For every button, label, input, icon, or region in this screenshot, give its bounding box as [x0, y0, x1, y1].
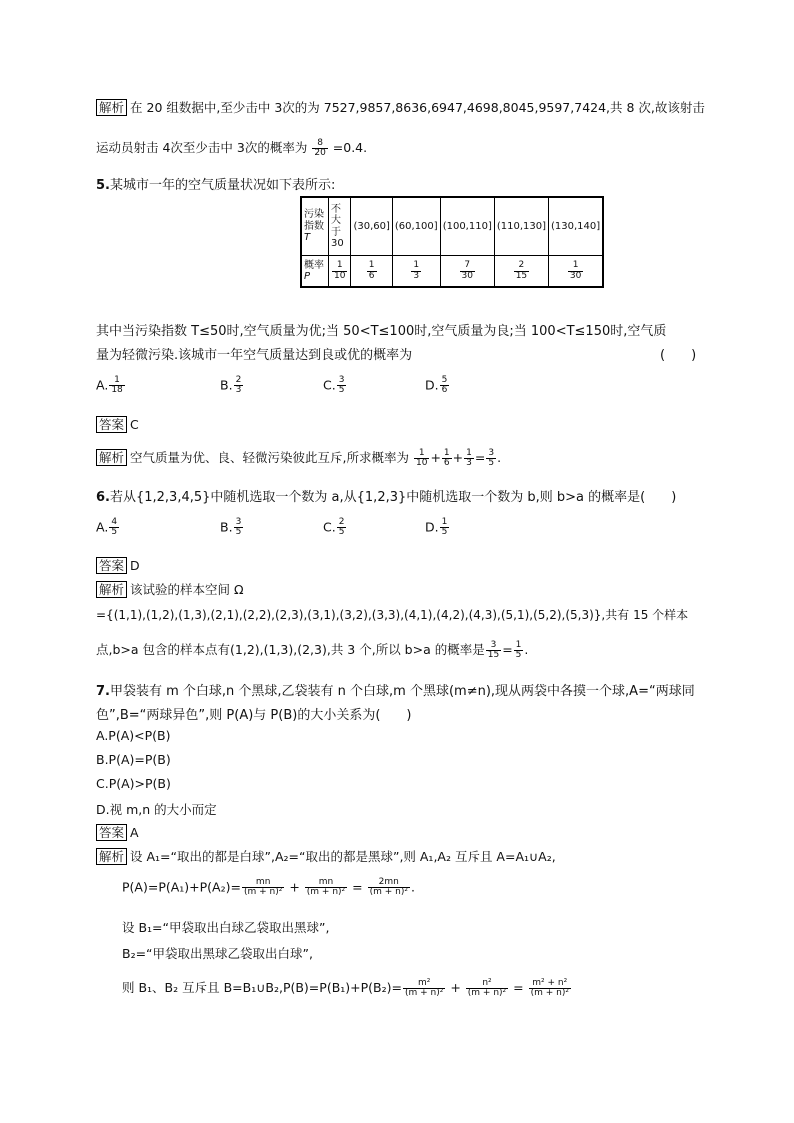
option-d: D. $\frac{1}{5}$ — [425, 517, 448, 538]
col-header: (110,130] — [494, 197, 548, 256]
question-5-stem — [96, 174, 335, 193]
option-d: D. $\frac{5}{6}$ — [425, 375, 448, 396]
answer-tag: 答案 — [96, 416, 127, 433]
analysis-line: 解析 空气质量为优、良、轻微污染彼此互斥,所求概率为 $\frac{1}{10}$ + $\frac{1}{6}$ + $\frac{1}{3}$ = $\frac{3}{5}$ . — [96, 448, 501, 468]
analysis-line — [96, 98, 705, 116]
question-text: 甲袋装有 m 个白球,n 个黑球,乙袋装有 n 个白球,m 个黑球(m≠n),现从两袋中各摸一个球,A=“两球同 — [109, 684, 695, 699]
analysis-text: 空气质量为优、良、轻微污染彼此互斥,所求概率为 — [130, 450, 409, 465]
analysis-line: ={(1,1),(1,2),(1,3),(2,1),(2,2),(2,3),(3,1),(3,2),(3,3),(4,1),(4,2),(4,3),(5,1),(5,2),(5,3)},共有 15 个样本 — [96, 608, 689, 622]
question-7-stem-line2: 色”,B=“两球异色”,则 P(A)与 P(B)的大小关系为( ) — [96, 708, 412, 723]
option-c: C.P(A)>P(B) — [96, 776, 171, 791]
analysis-tag: 解析 — [96, 581, 127, 598]
question-text: 某城市一年的空气质量状况如下表所示: — [109, 178, 336, 193]
prob-cell: $\frac{7}{30}$ — [440, 256, 494, 288]
prob-cell: $\frac{1}{3}$ — [392, 256, 440, 288]
analysis-tag: 解析 — [96, 449, 127, 466]
fraction: $\frac{8}{20}$ — [314, 137, 326, 158]
prob-cell: $\frac{1}{6}$ — [351, 256, 392, 288]
col-header: (30,60] — [351, 197, 392, 256]
col-header: (60,100] — [392, 197, 440, 256]
answer-line — [96, 415, 139, 433]
analysis-line: P(A)=P(A₁)+P(A₂)= $\frac{mn}{\text{(m + n)²}}$ + $\frac{mn}{\text{(m + n)²}}$ = $\frac{2mn}{\text{(m + n)²}}$ . — [122, 877, 415, 898]
air-quality-table — [300, 196, 604, 288]
prob-cell: $\frac{1}{30}$ — [549, 256, 604, 288]
question-number: 7. — [96, 684, 110, 699]
analysis-line — [96, 847, 556, 865]
prob-cell: $\frac{2}{15}$ — [494, 256, 548, 288]
question-number: 6. — [96, 490, 110, 505]
question-5-text-line2: 量为轻微污染.该城市一年空气质量达到良或优的概率为 — [96, 348, 413, 363]
analysis-tag: 解析 — [96, 99, 127, 116]
question-5-text-line1: 其中当污染指数 T≤50时,空气质量为优;当 50<T≤100时,空气质量为良;当 100<T≤150时,空气质 — [96, 324, 667, 339]
analysis-line — [96, 138, 367, 158]
analysis-text: 则 B₁、B₂ 互斥且 B=B₁∪B₂,P(B)=P(B₁)+P(B₂)= — [122, 980, 402, 995]
answer-tag: 答案 — [96, 824, 127, 841]
option-a: A. $\frac{4}{5}$ — [96, 517, 118, 538]
question-6-stem — [96, 486, 676, 505]
analysis-line — [96, 580, 244, 598]
answer-value: C — [130, 417, 139, 432]
analysis-text: 该试验的样本空间 Ω — [130, 582, 244, 597]
analysis-text: 点,b>a 包含的样本点有(1,2),(1,3),(2,3),共 3 个,所以 b>a 的概率是 — [96, 642, 485, 657]
question-number: 5. — [96, 178, 110, 193]
answer-value: A — [130, 825, 139, 840]
answer-line — [96, 556, 140, 574]
answer-paren: ( ) — [660, 348, 697, 363]
option-c: C. $\frac{3}{5}$ — [323, 375, 345, 396]
analysis-line: B₂=“甲袋取出黑球乙袋取出白球”, — [122, 946, 313, 961]
analysis-text: P(A)=P(A₁)+P(A₂)= — [122, 879, 241, 895]
analysis-text: 在 20 组数据中,至少击中 3次的为 7527,9857,8636,6947,4698,8045,9597,7424,共 8 次,故该射击 — [130, 100, 705, 115]
answer-line — [96, 823, 139, 841]
analysis-tag: 解析 — [96, 848, 127, 865]
option-a: A. $\frac{1}{18}$ — [96, 375, 123, 396]
option-a: A.P(A)<P(B) — [96, 728, 171, 743]
option-d: D.视 m,n 的大小而定 — [96, 802, 217, 817]
analysis-line: 设 B₁=“甲袋取出白球乙袋取出黑球”, — [122, 920, 330, 935]
analysis-line: 点,b>a 包含的样本点有(1,2),(1,3),(2,3),共 3 个,所以 b>a 的概率是 $\frac{3}{15}$ = $\frac{1}{5}$ . — [96, 639, 529, 660]
col-header: (100,110] — [440, 197, 494, 256]
row-header-prob: 概率 P — [301, 256, 329, 288]
analysis-text: 运动员射击 4次至少击中 3次的概率为 — [96, 140, 308, 155]
question-7-stem — [96, 680, 695, 699]
analysis-text: 设 A₁=“取出的都是白球”,A₂=“取出的都是黑球”,则 A₁,A₂ 互斥且 A=A₁∪A₂, — [130, 849, 556, 864]
row-header-index: 污染指数 T — [301, 197, 329, 256]
option-b: B. $\frac{3}{5}$ — [220, 517, 242, 538]
col-header: (130,140] — [549, 197, 604, 256]
answer-value: D — [130, 558, 140, 573]
analysis-line: 则 B₁、B₂ 互斥且 B=B₁∪B₂,P(B)=P(B₁)+P(B₂)= $\frac{\text{m²}}{\text{(m + n)²}}$ + $\frac{\text{n²}}{\text{(m + n)²}}$ = $\frac{\text{m² + n²}}{\text{(m + n)²}}$ — [122, 977, 569, 998]
analysis-text: =0.4. — [332, 140, 368, 155]
question-text: 若从{1,2,3,4,5}中随机选取一个数为 a,从{1,2,3}中随机选取一个数为 b,则 b>a 的概率是( ) — [109, 490, 677, 505]
prob-cell: $\frac{1}{10}$ — [329, 256, 351, 288]
option-b: B. $\frac{2}{3}$ — [220, 375, 242, 396]
option-c: C. $\frac{2}{5}$ — [323, 517, 345, 538]
answer-tag: 答案 — [96, 557, 127, 574]
option-b: B.P(A)=P(B) — [96, 752, 171, 767]
col-header: 不大于30 — [329, 197, 351, 256]
